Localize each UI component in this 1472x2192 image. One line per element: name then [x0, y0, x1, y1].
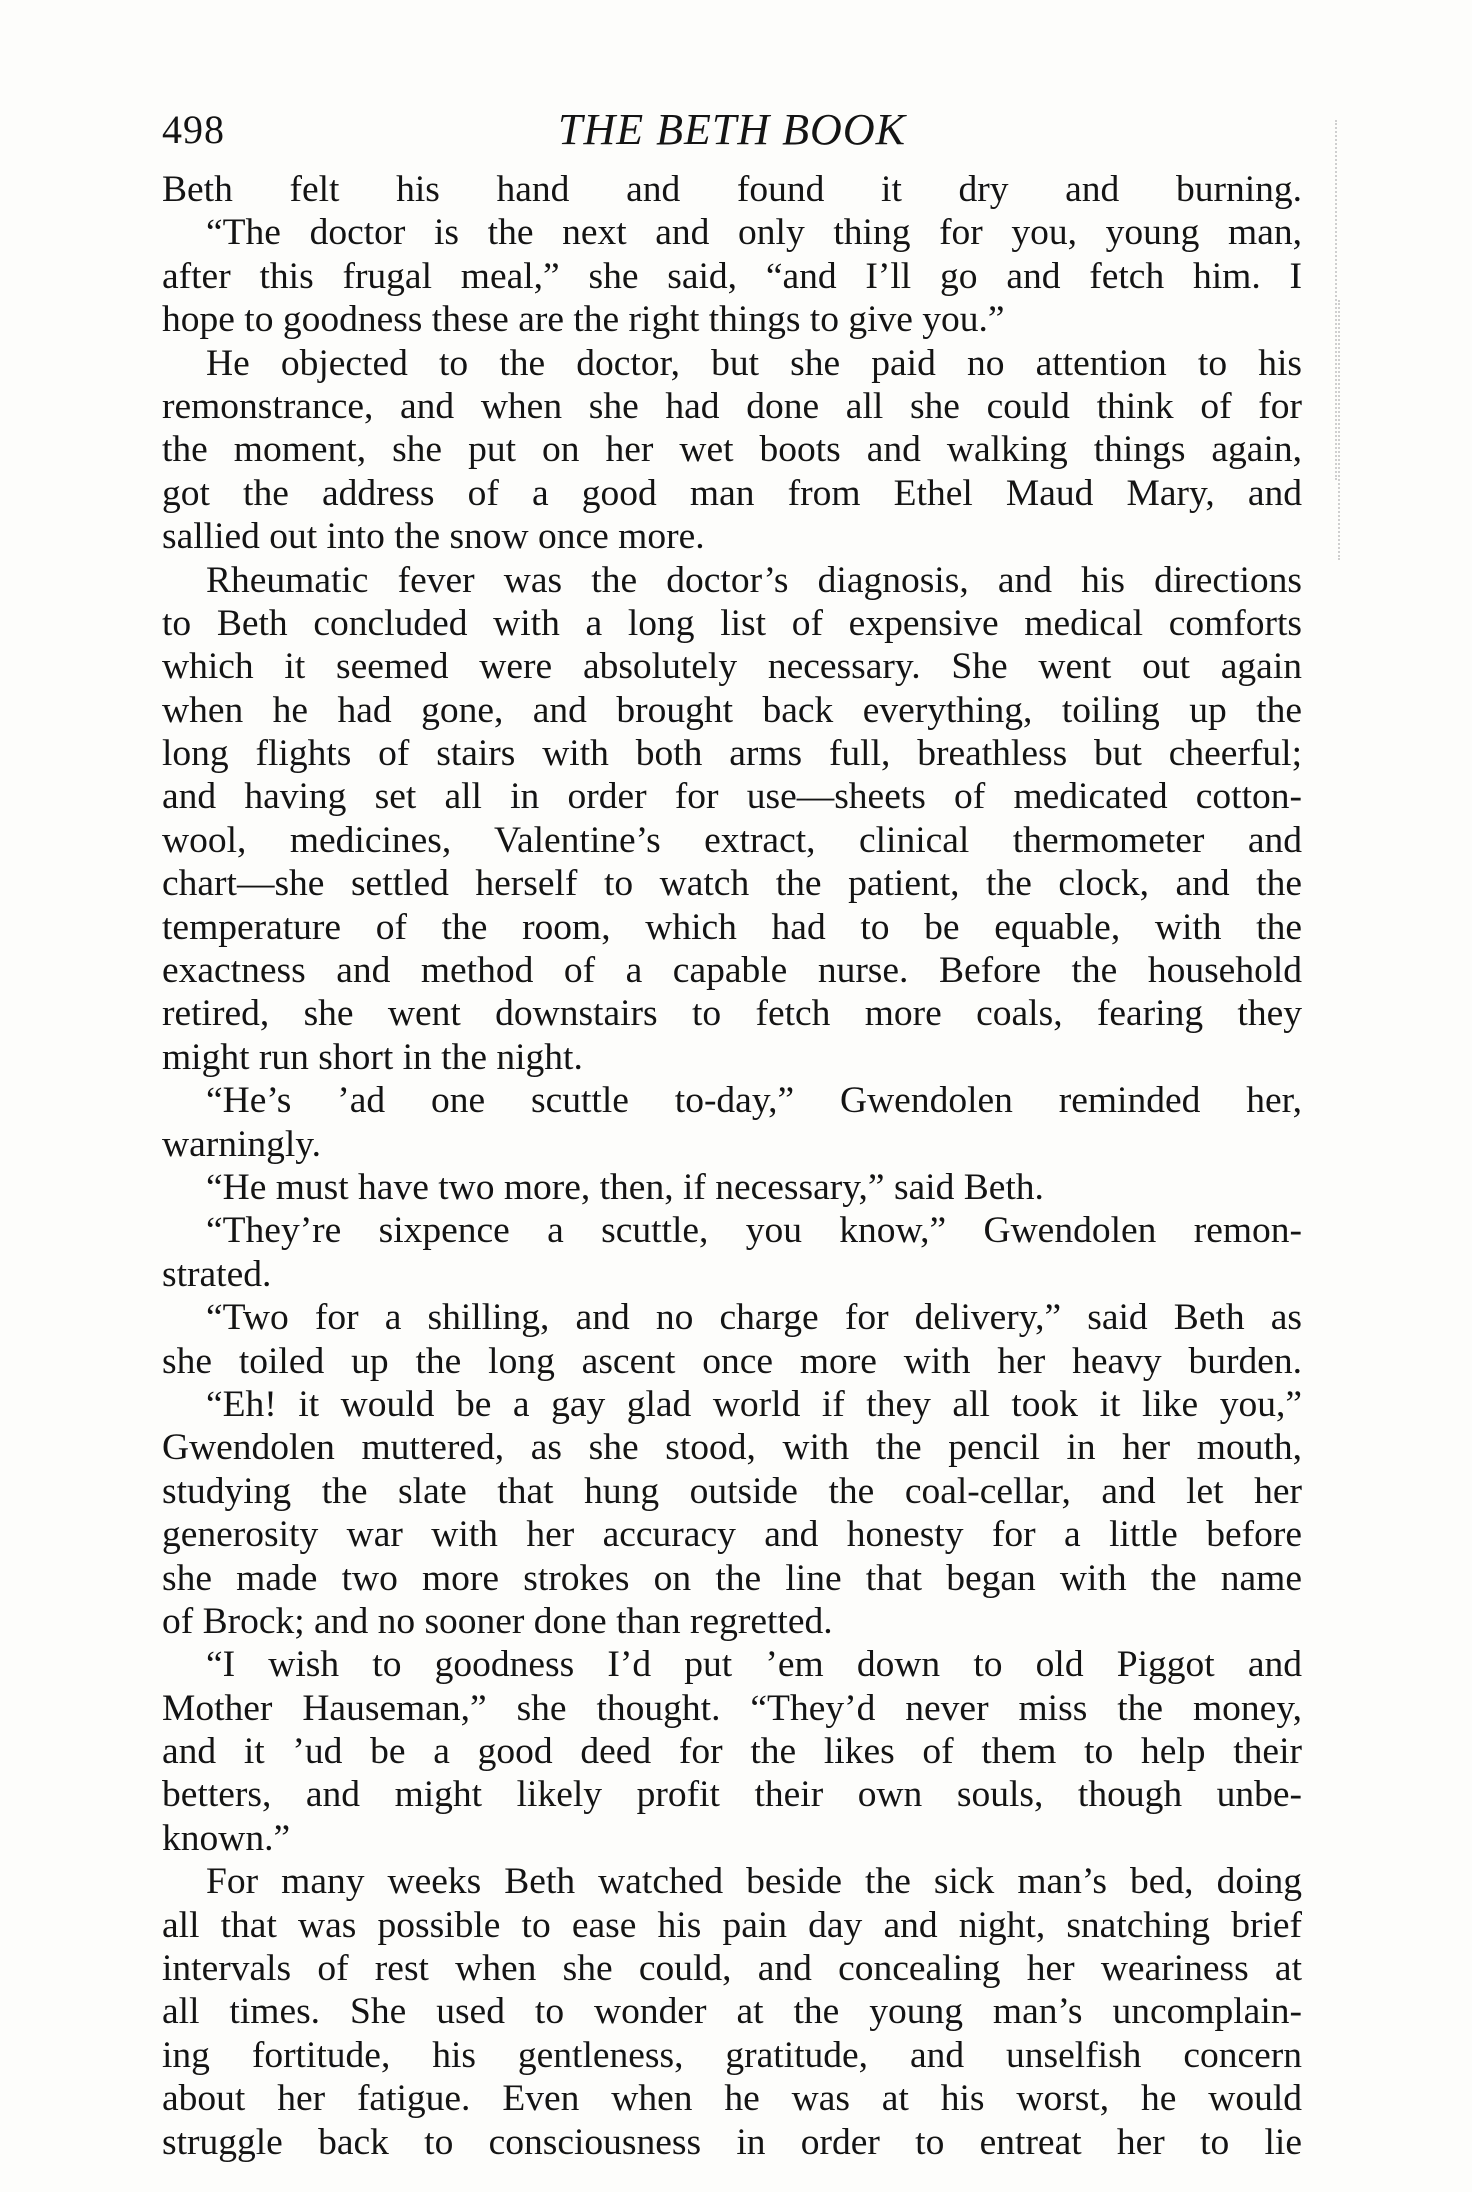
text-line: all that was possible to ease his pain day and night, snatching brief — [162, 1904, 1302, 1946]
text-line: He objected to the doctor, but she paid no attention to his — [206, 342, 1302, 384]
text-line: of Brock; and no sooner done than regretted. — [162, 1600, 833, 1642]
text-line: studying the slate that hung outside the coal-cellar, and let her — [162, 1470, 1302, 1512]
text-line: and it ’ud be a good deed for the likes of them to help their — [162, 1731, 1302, 1773]
text-line: she made two more strokes on the line that began with the name — [162, 1557, 1302, 1599]
text-line: all times. She used to wonder at the young man’s uncomplain- — [162, 1991, 1302, 2033]
text-line: exactness and method of a capable nurse. Before the household — [162, 950, 1302, 992]
text-line: sallied out into the snow once more. — [162, 516, 705, 558]
text-line: hope to goodness these are the right things to give you.” — [162, 299, 1005, 341]
text-line: betters, and might likely profit their own souls, though unbe- — [162, 1774, 1302, 1816]
text-line: after this frugal meal,” she said, “and I’ll go and fetch him. I — [162, 255, 1302, 297]
text-line: the moment, she put on her wet boots and walking things again, — [162, 429, 1302, 471]
text-line: when he had gone, and brought back everything, toiling up the — [162, 689, 1302, 731]
text-line: temperature of the room, which had to be equable, with the — [162, 906, 1302, 948]
text-line: might run short in the night. — [162, 1036, 583, 1078]
text-line: and having set all in order for use—sheets of medicated cotton- — [162, 776, 1302, 818]
text-line: to Beth concluded with a long list of expensive medical comforts — [162, 602, 1302, 644]
running-head — [162, 100, 1302, 160]
text-line: retired, she went downstairs to fetch more coals, fearing they — [162, 993, 1302, 1035]
running-title: THE BETH BOOK — [558, 105, 906, 154]
text-line: warningly. — [162, 1123, 321, 1165]
text-line: Beth felt his hand and found it dry and burning. — [162, 169, 1302, 210]
text-line: For many weeks Beth watched beside the sick man’s bed, doing — [206, 1861, 1302, 1903]
text-line: remonstrance, and when she had done all she could think of for — [162, 385, 1302, 427]
text-line: “He must have two more, then, if necessary,” said Beth. — [206, 1166, 1044, 1208]
text-line: which it seemed were absolutely necessary. She went out again — [162, 646, 1302, 688]
text-line: ing fortitude, his gentleness, gratitude, and unselfish concern — [162, 2034, 1302, 2076]
text-line: intervals of rest when she could, and concealing her weariness at — [162, 1948, 1302, 1990]
text-line: “He’s ’ad one scuttle to-day,” Gwendolen reminded her, — [206, 1080, 1302, 1122]
text-line: “I wish to goodness I’d put ’em down to old Piggot and — [206, 1644, 1302, 1686]
text-line: “Two for a shilling, and no charge for delivery,” said Beth as — [206, 1297, 1302, 1339]
text-line: Rheumatic fever was the doctor’s diagnosis, and his directions — [206, 559, 1302, 601]
text-line: generosity war with her accuracy and honesty for a little before — [162, 1514, 1302, 1556]
text-line: long flights of stairs with both arms full, breathless but cheerful; — [162, 733, 1302, 775]
text-line: chart—she settled herself to watch the patient, the clock, and the — [162, 863, 1302, 905]
text-line: wool, medicines, Valentine’s extract, clinical thermometer and — [162, 819, 1302, 861]
text-line: she toiled up the long ascent once more with her heavy burden. — [162, 1340, 1302, 1382]
text-line: Gwendolen muttered, as she stood, with the pencil in her mouth, — [162, 1427, 1302, 1469]
text-line: “Eh! it would be a gay glad world if they all took it like you,” — [206, 1383, 1302, 1425]
text-line: “They’re sixpence a scuttle, you know,” Gwendolen remon- — [206, 1210, 1302, 1252]
text-line: strated. — [162, 1253, 272, 1295]
page-number: 498 — [162, 107, 225, 152]
page-edge-shadow — [1338, 300, 1343, 560]
text-line: about her fatigue. Even when he was at his worst, he would — [162, 2078, 1302, 2120]
text-line: known.” — [162, 1817, 291, 1859]
body-text — [162, 168, 1302, 2164]
text-line: struggle back to consciousness in order to entreat her to lie — [162, 2121, 1302, 2163]
text-line: got the address of a good man from Ethel Maud Mary, and — [162, 472, 1302, 514]
text-line: Mother Hauseman,” she thought. “They’d never miss the money, — [162, 1687, 1302, 1729]
text-line: “The doctor is the next and only thing for you, young man, — [206, 212, 1302, 254]
